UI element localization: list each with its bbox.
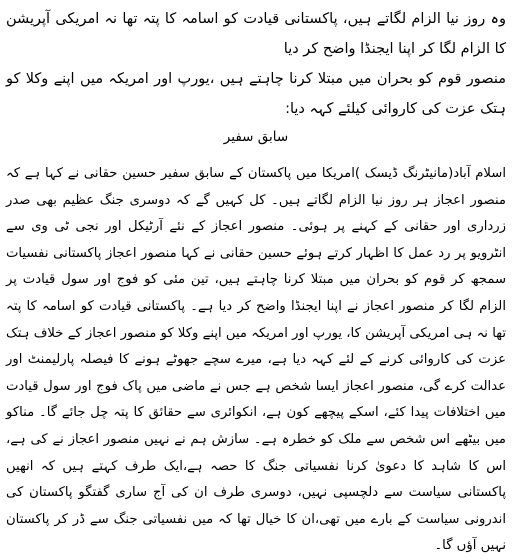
article-headline: وہ روز نیا الزام لگاتے ہیں، پاکستانی قیادت کو اسامہ کا پتہ تھا نہ امریکی آپریشن کا الزام لگا کر اپنا ایجنڈا واضح کر دیا <box>6 11 506 57</box>
article-subheadline: منصور قوم کو بحران میں مبتلا کرنا چاہتے ہیں ،یورپ اور امریکہ میں اپنے وکلا کو ہتک عزت کی کاروائی کیلئے کہہ دیا: <box>6 71 506 117</box>
news-article <box>6 4 506 560</box>
article-byline: سابق سفیر <box>223 129 289 145</box>
article-body: اسلام آباد(مانیٹرنگ ڈیسک )امریکا میں پاکستان کے سابق سفیر حسین حقانی نے کہا ہے کہ منصور اعجاز ہر روز نیا الزام لگاتے ہیں۔ کل کہیں گے کہ دوسری جنگ عظیم بھی صدر زرداری اور حقانی کے کہنے پر ہوئی۔ منصور اعجاز کے نئے آرٹیکل اور نجی ٹی وی سے انٹرویو پر رد عمل کا اظہار کرتے ہوئے حسین حقانی نے کہا منصور اعجاز پاکستانی نفسیات سمجھ کر قوم کو بحران میں مبتلا کرنا چاہتے ہیں، تین مئی کو فوج اور سول قیادت پر الزام لگا کر منصور اعجاز نے اپنا ایجنڈا واضح کر دیا ہے۔ پاکستانی قیادت کو اسامہ کا پتہ تھا نہ ہی امریکی آپریشن کا، یورپ اور امریکہ میں اپنے وکلا کو منصور اعجاز کے خلاف ہتک عزت کی کاروائی کرنے کے لئے کہہ دیا ہے، میرے سچے جھوٹے ہونے کا فیصلہ پارلیمنٹ اور عدالت کرے گی، منصور اعجاز ایسا شخص ہے جس نے ماضی میں پاک فوج اور سول قیادت میں اختلافات پیدا کئے، اسکے پیچھے کون ہے، انکوائری سے حقائق کا پتہ چل جائے گا۔ مناکو میں بیٹھے اس شخص سے ملک کو خطرہ ہے۔ سازش ہم نے نہیں منصور اعجاز نے کی ہے، اس کا شاہد کا دعویٰ کرنا نفسیاتی جنگ کا حصہ ہے،ایک طرف کہتے ہیں کہ انھیں پاکستانی سیاست سے دلچسپی نہیں، دوسری طرف ان کی آج ساری گفتگو پاکستان کی اندرونی سیاست کے بارے میں تھی،ان کا خیال تھا کہ میں نفسیاتی جنگ سے ڈر کر پاکستان نہیں آؤں گا۔ <box>6 166 506 554</box>
